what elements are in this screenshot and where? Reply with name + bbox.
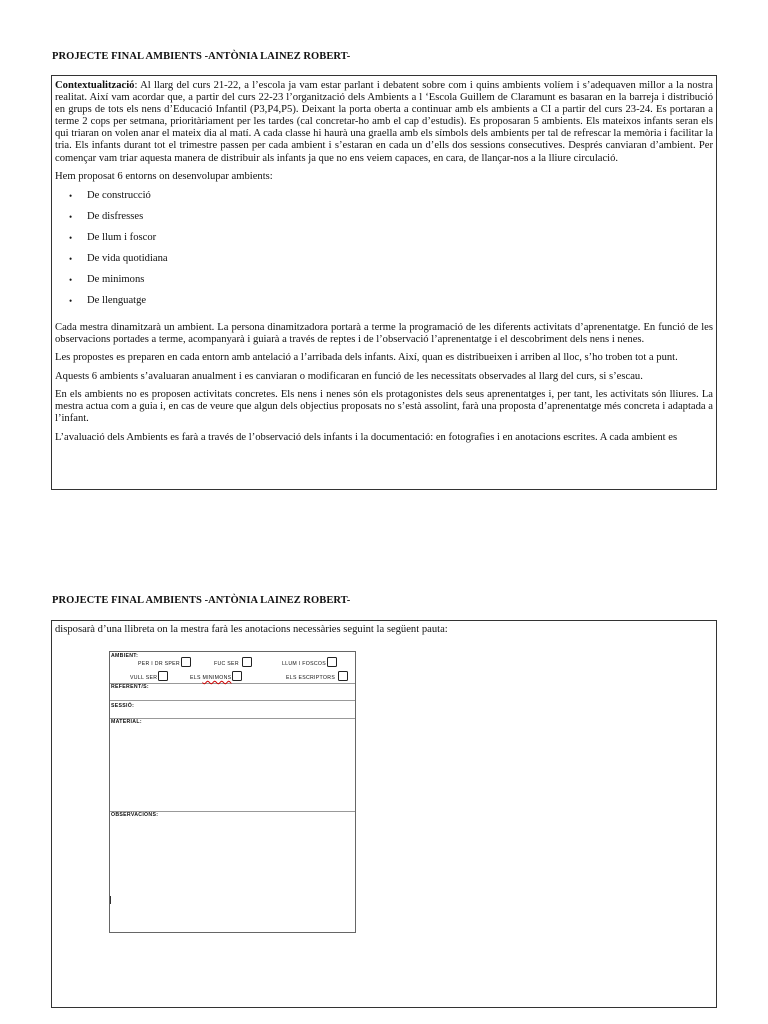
option-vull-ser: VULL SER <box>130 671 168 681</box>
paragraph: L’avaluació dels Ambients es farà a través de l’observació dels infants i la documentació: en fotografies i en anotacions escrites. A cada ambient es <box>55 431 678 443</box>
page-title: PROJECTE FINAL AMBIENTS -ANTÒNIA LAINEZ ROBERT- <box>52 51 351 62</box>
paragraph: En els ambients no es proposen activitats concretes. Els nens i nenes són els protagonistes dels seus aprenentatges i, per tant, les activitats són lliures. La mestra actua com a guia i, en cas de veure que algun dels objectius proposats no s’està assolint, farà una proposta d’aprenentatge més concreta i adaptada a l’infant. <box>55 389 713 425</box>
checkbox[interactable] <box>338 671 348 681</box>
contextualization-box <box>51 75 717 490</box>
checkbox[interactable] <box>158 671 168 681</box>
list-item: • De disfresses <box>55 211 713 232</box>
context-label: Contextualització <box>55 80 135 91</box>
option-escriptors: ELS ESCRIPTORS <box>286 671 348 681</box>
list-item: • De construcció <box>55 190 713 211</box>
observacions-row <box>110 811 355 932</box>
list-item: • De llenguatge <box>55 295 713 316</box>
sessio-label: SESSIÓ: <box>111 703 135 709</box>
option-disfresses: PER I DR SPER <box>138 657 191 667</box>
sessio-row <box>110 700 355 719</box>
ambient-label: AMBIENT: <box>111 653 139 659</box>
checkbox[interactable] <box>327 657 337 667</box>
option-llum-foscor: LLUM I FOSCOS <box>282 657 337 667</box>
observacions-label: OBSERVACIONS: <box>111 812 159 818</box>
list-item: • De minimons <box>55 274 713 295</box>
environments-list <box>55 190 713 316</box>
observation-box <box>51 620 717 1008</box>
checkbox[interactable] <box>232 671 242 681</box>
checkbox[interactable] <box>242 657 252 667</box>
context-text: : Al llarg del curs 21-22, a l’escola ja vam estar parlant i debatent sobre com i quins ambients volíem i s’adequaven millor a la nostra realitat. Així vam acordar que, a partir del curs 22-23 l’organització dels Ambients a l ‘Escola Guillem de Claramunt es basaran en la barreja i distribució en grups de tots els nens d’Educació Infantil (P3,P4,P5). Deixant la porta oberta a continuar amb els ambients a CI a partir del curs 23-24. Es portaran a terme 2 cops per setmana, prioritàriament per les tardes (cal concretar-ho amb el cap d’estudis). Es proposaran 5 ambients. Els mateixos infants seran els qui triaran on volen anar el mateix dia al matí. A cada classe hi haurà una graella amb els símbols dels ambients per tal de refrescar la memòria i facilitar la tria. Els infants durant tot el trimestre passen per cada ambient i s’estaran en cada un d’ells dos sessions consecutives. Després canviaran d’ambient. Per començar vam triar aquesta manera de distribuir als infants ja que no ens veiem capaces, en cara, de llançar-nos a la lliure circulació. <box>55 80 713 164</box>
ambient-row <box>110 652 355 684</box>
context-paragraph <box>55 80 713 165</box>
referents-label: REFERENT/S: <box>111 684 149 690</box>
text-cursor <box>110 896 111 904</box>
referents-row <box>110 683 355 701</box>
paragraph: Cada mestra dinamitzarà un ambient. La persona dinamitzadora portarà a terme la programació de les diferents activitats d’aprenentatge. En funció de les observacions portades a terme, acompanyarà i guiarà a través de reptes i de l’observació l’aprenentatge i el descobriment dels nens i nenes. <box>55 321 713 345</box>
list-item: • De vida quotidiana <box>55 253 713 274</box>
observation-form <box>109 651 356 933</box>
option-minimons: ELS MINIMONS <box>190 671 242 681</box>
material-row <box>110 718 355 812</box>
checkbox[interactable] <box>181 657 191 667</box>
option-fuc-ser: FUC SER <box>214 657 252 667</box>
list-item: • De llum i foscor <box>55 232 713 253</box>
material-label: MATERIAL: <box>111 719 142 725</box>
page-title: PROJECTE FINAL AMBIENTS -ANTÒNIA LAINEZ ROBERT- <box>52 595 351 606</box>
paragraph: Aquests 6 ambients s’avaluaran anualment i es canviaran o modificaran en funció de les necessitats observades al llarg del curs, si s’escau. <box>55 370 643 382</box>
paragraph: Les propostes es preparen en cada entorn amb antelació a l’arribada dels infants. Així, quan es distribueixen i arriben al lloc, s’ho troben tot a punt. <box>55 352 678 364</box>
intro-text: disposarà d’una llibreta on la mestra farà les anotacions necessàries seguint la següent pauta: <box>55 624 448 635</box>
proposal-intro: Hem proposat 6 entorns on desenvolupar ambients: <box>55 171 273 183</box>
